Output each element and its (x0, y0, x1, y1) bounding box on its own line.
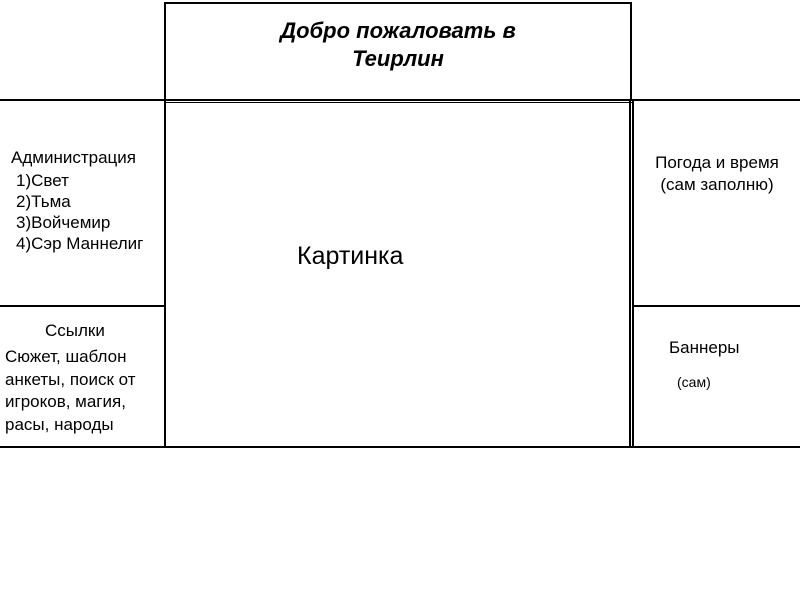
row-divider-bottom (0, 446, 800, 448)
banners-title: Баннеры (669, 338, 740, 357)
row-divider-top (0, 99, 800, 101)
links-line-1: Сюжет, шаблон (5, 347, 127, 366)
weather-time-block (634, 152, 800, 196)
links-line-2: анкеты, поиск от (5, 369, 136, 389)
administration-item-3: 3)Войчемир (16, 213, 111, 232)
administration-item-4: 4)Сэр Маннелиг (16, 234, 144, 253)
administration-item-2: 2)Тьма (16, 192, 71, 211)
right-column-divider (634, 305, 800, 307)
center-box-right-border-outer (629, 99, 631, 448)
administration-title: Администрация (11, 148, 136, 167)
left-column-divider (0, 305, 166, 307)
page-title-line-2: Теирлин (352, 46, 444, 71)
picture-placeholder-label: Картинка (297, 242, 404, 270)
weather-time-note: (сам заполню) (660, 175, 774, 194)
administration-item-1: 1)Свет (16, 171, 69, 190)
banners-note: (сам) (677, 374, 711, 390)
page-title (166, 17, 630, 73)
center-box-left-border (164, 99, 166, 448)
weather-time-title: Погода и время (655, 153, 779, 172)
links-title: Ссылки (45, 321, 105, 340)
header-box-right-border (630, 2, 632, 100)
links-line-4: расы, народы (5, 414, 114, 434)
center-box-top-inner-border (164, 102, 634, 103)
page-title-line-1: Добро пожаловать в (280, 18, 516, 43)
links-line-3: игроков, магия, (5, 392, 126, 411)
header-box-top-border (164, 2, 632, 4)
